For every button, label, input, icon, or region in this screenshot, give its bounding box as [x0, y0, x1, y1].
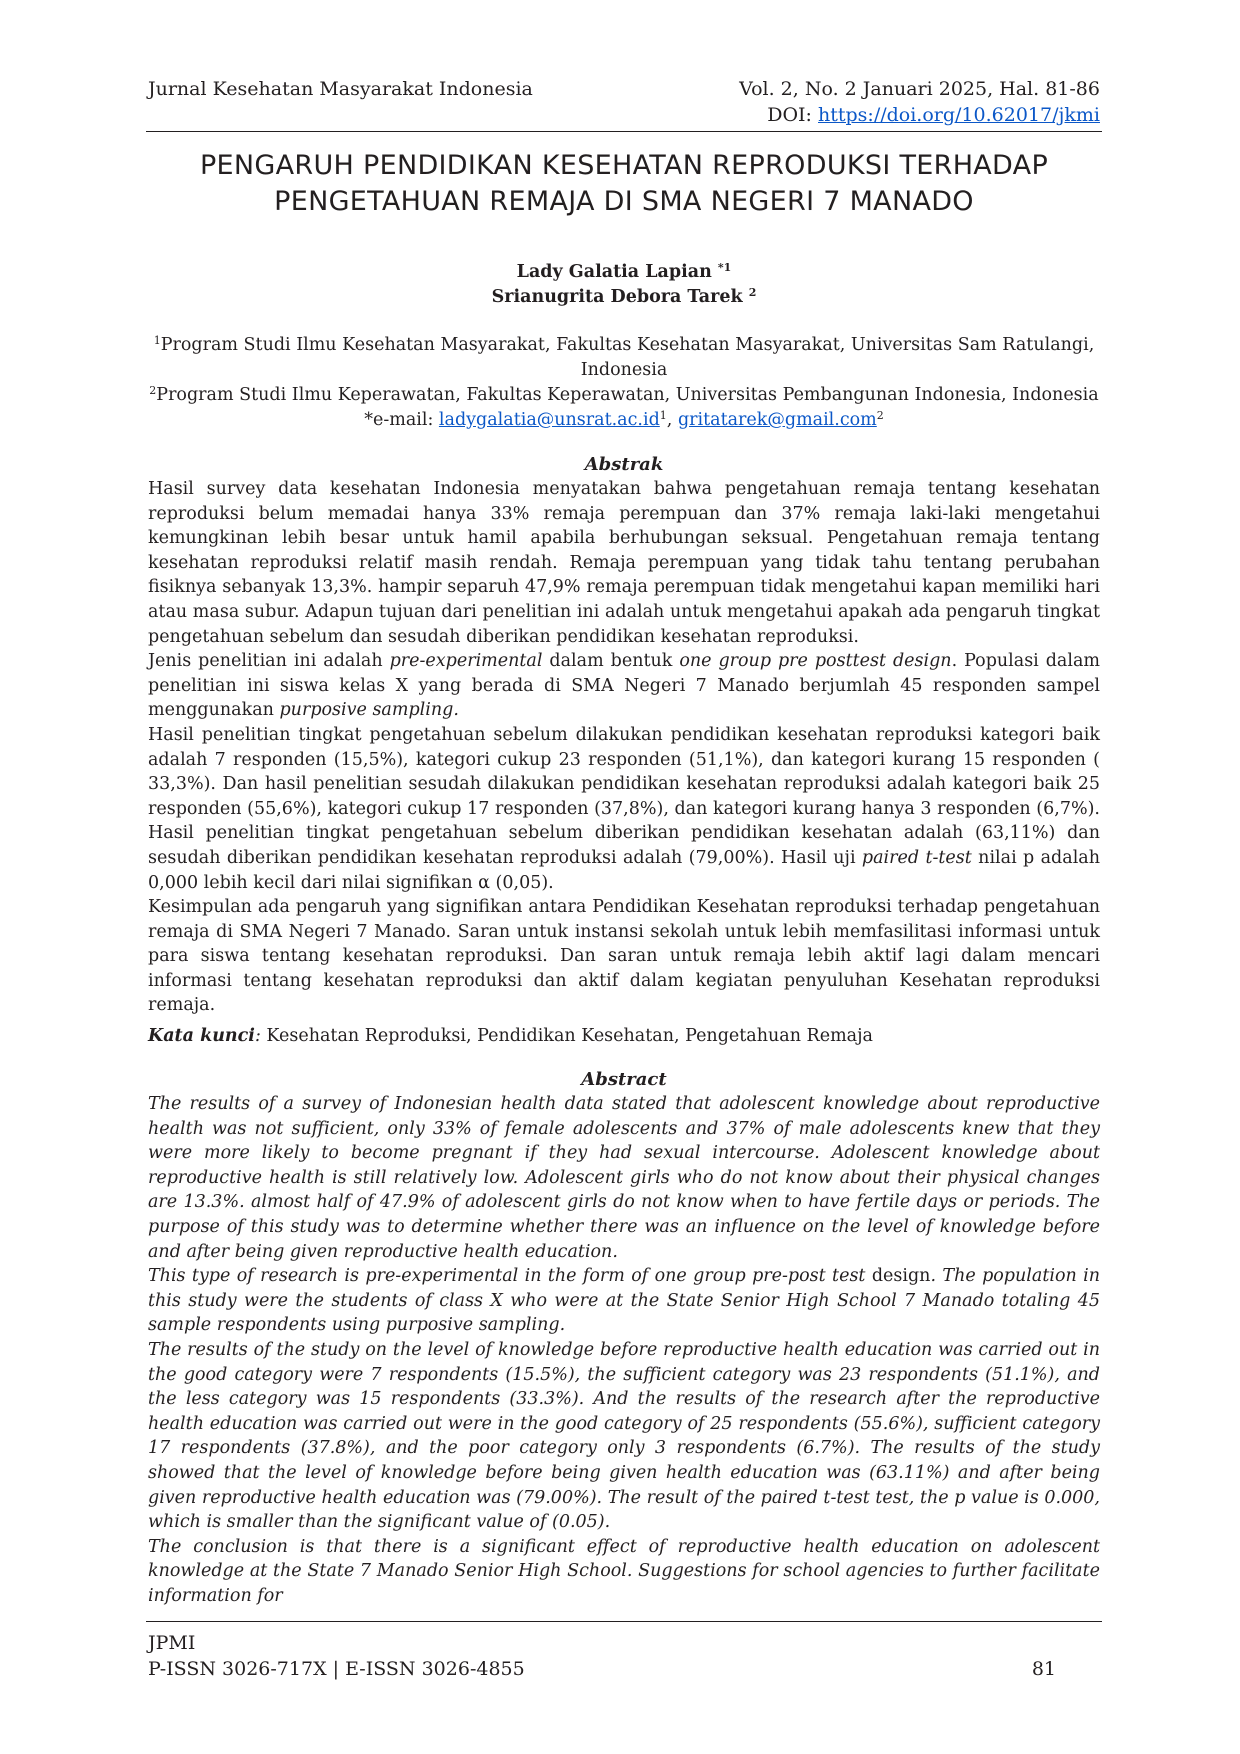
author-2: [148, 285, 1100, 310]
text-run: nilai p adalah 0,000 lebih kecil dari nilai signifikan α (0,05).: [148, 847, 1100, 893]
italic-term: pre-experimental: [389, 651, 543, 672]
abstract-paragraph: The conclusion is that there is a significant effect of reproductive health education on adolescent knowledge at the State 7 Manado Senior High School. Suggestions for school agencies to further facilitate information for: [148, 1536, 1100, 1606]
affiliation-1: [148, 333, 1100, 358]
text-run: . The population in this study were the students of class X who were at the State Senior High School 7 Manado totaling 45 sample respondents using purposive sampling.: [148, 1266, 1100, 1336]
email-label: *e-mail:: [364, 410, 439, 430]
affiliation-mark: 1: [153, 334, 161, 347]
issn: P-ISSN 3026-717X | E-ISSN 3026-4855: [148, 1658, 525, 1680]
doi-line: [739, 102, 1100, 128]
keywords-colon: :: [254, 1026, 261, 1046]
author-mark: *1: [717, 261, 732, 274]
doi-link[interactable]: https://doi.org/10.62017/jkmi: [818, 104, 1100, 126]
affiliation-text: Program Studi Ilmu Kesehatan Masyarakat, Fakultas Kesehatan Masyarakat, Universitas Sam Ratulangi,: [160, 335, 1095, 355]
keywords-label: Kata kunci: [148, 1026, 255, 1046]
email-separator: ,: [666, 410, 678, 430]
email-line: [148, 408, 1100, 433]
abstrak-heading: Abstrak: [584, 454, 664, 475]
abstract-paragraph: The results of a survey of Indonesian health data stated that adolescent knowledge about reproductive health was not sufficient, only 33% of female adolescents and 37% of male adolescents knew that they were more likely to become pregnant if they had sexual intercourse. Adolescent knowledge about reproductive health is still relatively low. Adolescent girls who do not know about their physical changes are 13.3%. almost half of 47.9% of adolescent girls do not know when to have fertile days or periods. The purpose of this study was to determine whether there was an influence on the level of knowledge before and after being given reproductive health education.: [148, 1094, 1100, 1262]
upright-term: design: [871, 1266, 931, 1287]
journal-abbreviation: JPMI: [148, 1632, 196, 1654]
abstrak-paragraph: [148, 649, 1100, 723]
author-mark: 2: [748, 286, 757, 299]
affiliation-mark: 2: [149, 384, 157, 397]
email-mark: 2: [876, 409, 884, 422]
italic-term: one group pre posttest design: [679, 651, 952, 672]
affiliation-2: [148, 383, 1100, 408]
abstrak-paragraph: Kesimpulan ada pengaruh yang signifikan antara Pendidikan Kesehatan reproduksi terhadap pengetahuan remaja di SMA Negeri 7 Manado. Saran untuk instansi sekolah untuk lebih memfasilitasi informasi untuk para siswa tentang kesehatan reproduksi. Dan saran untuk remaja lebih aktif lagi dalam mencari informasi tentang kesehatan reproduksi dan aktif dalam kegiatan penyuluhan Kesehatan reproduksi remaja.: [148, 897, 1100, 1016]
abstract-paragraph: [148, 1264, 1100, 1338]
abstract-paragraph: The results of the study on the level of knowledge before reproductive health education was carried out in the good category were 7 respondents (15.5%), the sufficient category was 23 respondents (51.1%), and the less category was 15 respondents (33.3%). And the results of the research after the reproductive health education was carried out were in the good category of 25 respondents (55.6%), sufficient category 17 respondents (37.8%), and the poor category only 3 respondents (6.7%). The results of the study showed that the level of knowledge before being given health education was (63.11%) and after being given reproductive health education was (79.00%). The result of the paired t-test test, the p value is 0.000, which is smaller than the significant value of (0.05).: [148, 1339, 1100, 1533]
affiliations: [148, 333, 1100, 433]
keywords: [148, 1024, 1100, 1048]
abstrak-paragraph: [148, 723, 1100, 895]
text-run: Hasil penelitian tingkat pengetahuan sebelum dilakukan pendidikan kesehatan reproduksi kategori baik adalah 7 responden (15,5%), kategori cukup 23 responden (51,1%), dan kategori kurang 15 responden ( 33,3%). Dan hasil penelitian sesudah dilakukan pendidikan kesehatan reproduksi adalah kategori baik 25 responden (55,6%), kategori cukup 17 responden (37,8%), dan kategori kurang hanya 3 responden (6,7%). Hasil penelitian tingkat pengetahuan sebelum diberikan pendidikan kesehatan adalah (63,11%) dan sesudah diberikan pendidikan kesehatan reproduksi adalah (79,00%). Hasil uji: [148, 724, 1100, 868]
text-run: . Populasi dalam penelitian ini siswa kelas X yang berada di SMA Negeri 7 Manado berjumlah 45 responden sampel menggunakan: [148, 651, 1100, 721]
title-line-2: PENGETAHUAN REMAJA DI SMA NEGERI 7 MANADO: [274, 186, 974, 217]
affiliation-text: Program Studi Ilmu Keperawatan, Fakultas Keperawatan, Universitas Pembangunan Indonesia, Indonesia: [156, 385, 1099, 405]
keywords-text: Kesehatan Reproduksi, Pendidikan Kesehatan, Pengetahuan Remaja: [260, 1026, 873, 1046]
text-run: Jenis penelitian ini adalah: [148, 651, 390, 672]
author-name: Srianugrita Debora Tarek: [491, 287, 749, 307]
affiliation-1-country: Indonesia: [580, 360, 668, 380]
author-1: [148, 260, 1100, 285]
text-run: dalam bentuk: [542, 651, 680, 672]
volume-info: Vol. 2, No. 2 Januari 2025, Hal. 81-86: [739, 78, 1100, 100]
italic-term: paired t-test: [861, 847, 972, 868]
email-link-1[interactable]: ladygalatia@unsrat.ac.id: [438, 410, 660, 430]
author-list: [148, 260, 1100, 310]
abstract-body: [148, 1092, 1100, 1608]
page-footer: [148, 1630, 1100, 1682]
title-line-1: PENGARUH PENDIDIKAN KESEHATAN REPRODUKSI TERHADAP: [199, 150, 1049, 181]
email-link-2[interactable]: gritatarek@gmail.com: [677, 410, 877, 430]
journal-name: Jurnal Kesehatan Masyarakat Indonesia: [148, 78, 533, 100]
issue-meta: [739, 76, 1100, 128]
article-title: [148, 148, 1100, 220]
page-number: 81: [1031, 1658, 1056, 1680]
abstrak-paragraph: Hasil survey data kesehatan Indonesia menyatakan bahwa pengetahuan remaja tentang kesehatan reproduksi belum memadai hanya 33% remaja perempuan dan 37% remaja laki-laki mengetahui kemungkinan lebih besar untuk hamil apabila berhubungan seksual. Pengetahuan remaja tentang kesehatan reproduksi relatif masih rendah. Remaja perempuan yang tidak tahu tentang perubahan fisiknya sebanyak 13,3%. hampir separuh 47,9% remaja perempuan tidak mengetahui kapan memiliki hari atau masa subur. Adapun tujuan dari penelitian ini adalah untuk mengetahui apakah ada pengaruh tingkat pengetahuan sebelum dan sesudah diberikan pendidikan kesehatan reproduksi.: [148, 479, 1100, 647]
footer-divider: [146, 1621, 1102, 1622]
abstract-heading: Abstract: [581, 1069, 667, 1090]
doi-label: DOI:: [767, 104, 818, 126]
text-run: This type of research is pre-experimental in the form of one group pre-post test: [148, 1266, 872, 1287]
email-mark: 1: [659, 409, 667, 422]
author-name: Lady Galatia Lapian: [516, 262, 718, 282]
header-divider: [146, 131, 1102, 132]
italic-term: purposive sampling.: [279, 700, 459, 721]
abstrak-body: [148, 477, 1100, 1018]
